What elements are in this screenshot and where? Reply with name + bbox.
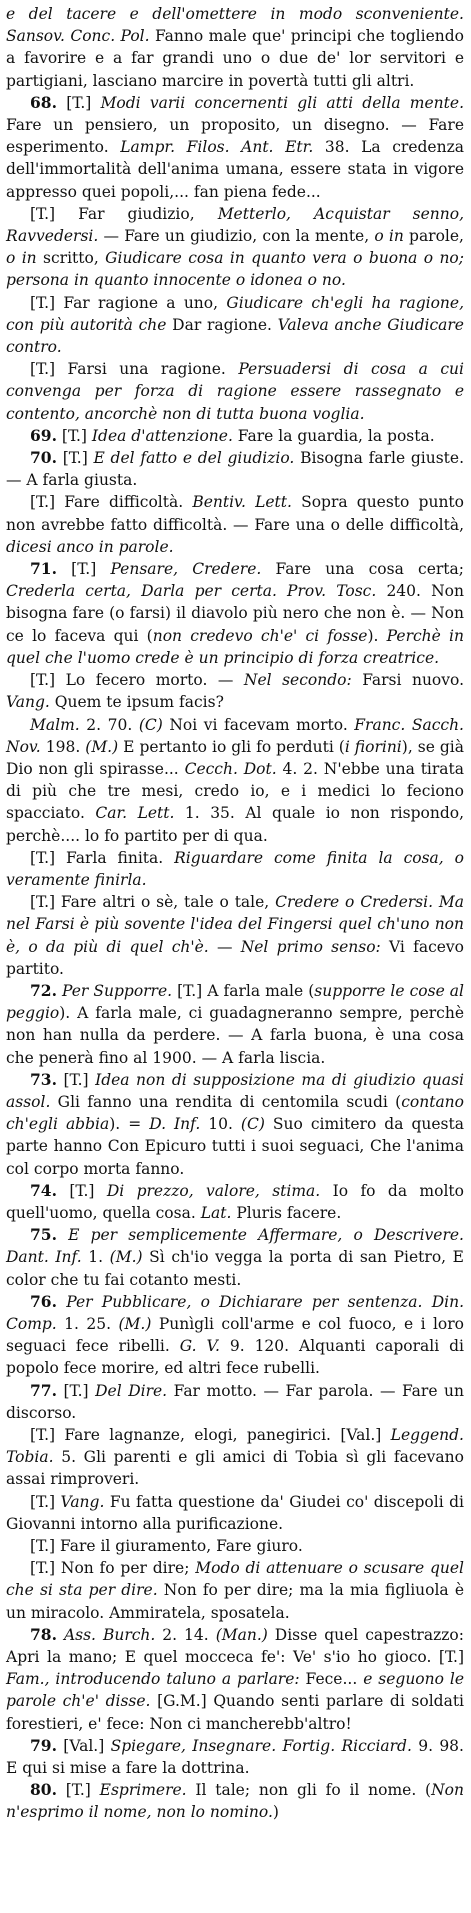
entry-paragraph: [T.] Fare lagnanze, elogi, panegirici. [Val.] Leggend. Tobia. 5. Gli parenti e gli amici di Tobia sì gli facevano assai rimproveri. [6,1426,464,1489]
entry-paragraph: [T.] Lo fecero morto. — Nel secondo: Farsi nuovo. Vang. Quem te ipsum facis? [6,671,464,712]
entry-paragraph: 69. [T.] Idea d'attenzione. Fare la guardia, la posta. [30,425,435,445]
entry-paragraph: [T.] Fare altri o sè, tale o tale, Credere o Credersi. Ma nel Farsi è più sovente l'idea del Fingersi quel ch'uno non è, o da più di quel ch'è. — Nel primo senso: Vi facevo partito. [6,893,465,978]
entry-paragraph: [T.] Non fo per dire; Modo di attenuare o scusare quel che si sta per dire. Non fo per dire; ma la mia figliuola è un miracolo. Ammiratela, sposatela. [6,1559,464,1622]
entry-paragraph: 80. [T.] Esprimere. Il tale; non gli fo il nome. (Non n'esprimo il nome, non lo nomino.) [6,1780,464,1822]
entry-paragraph: [T.] Farla finita. Riguardare come finita la cosa, o veramente finirla. [6,848,464,889]
entry-paragraph: 74. [T.] Di prezzo, valore, stima. Io fo da molto quell'uomo, quella cosa. Lat. Pluris facere. [6,1180,464,1222]
text-column [6,3,464,1824]
entry-paragraph: 70. [T.] E del fatto e del giudizio. Bisogna farle giuste. — A farla giusta. [6,448,464,490]
entry-paragraph: 78. Ass. Burch. 2. 14. (Man.) Disse quel capestrazzo: Apri la mano; E quel mocceca fe': Ve' s'io ho gioco. [T.] Fam., introducendo taluno a parlare: Fece... e seguono le parole ch'e' disse. [G.M.] Quando senti parlare di soldati forestieri, e' fece: Non ci mancherebb'altro! [6,1624,465,1733]
entry-paragraph: e del tacere e dell'omettere in modo sconveniente. Sansov. Conc. Pol. Fanno male que' principi che togliendo a favorire e a far grandi uno o due de' lor servitori e partigiani, lasciano marcire in povertà tutti gli altri. [6,5,464,90]
entry-paragraph: 71. [T.] Pensare, Credere. Fare una cosa certa; Crederla certa, Darla per certa. Prov. Tosc. 240. Non bisogna fare (o farsi) il diavolo più nero che non è. — Non ce lo faceva qui (non credevo ch'e' ci fosse). Perchè in quel che l'uomo crede è un principio di forza creatrice. [6,559,464,667]
entry-paragraph: [T.] Fare il giuramento, Fare giuro. [30,1537,303,1556]
entry-paragraph: [T.] Far giudizio, Metterlo, Acquistar senno, Ravvedersi. — Fare un giudizio, con la mente, o in parole, o in scritto, Giudicare cosa in quanto vera o buona o no; persona in quanto innocente o idonea o no. [6,204,464,290]
entry-paragraph: [T.] Vang. Fu fatta questione da' Giudei co' discepoli di Giovanni intorno alla purificazione. [6,1492,464,1533]
entry-paragraph: [T.] Farsi una ragione. Persuadersi di cosa a cui convenga per forza di ragione essere rassegnato e contento, ancorchè non di tutta buona voglia. [6,360,464,423]
entry-paragraph: 79. [Val.] Spiegare, Insegnare. Fortig. Ricciard. 9. 98. E qui si mise a fare la dottrina. [6,1735,464,1778]
entry-paragraph: Malm. 2. 70. (C) Noi vi facevam morto. Franc. Sacch. Nov. 198. (M.) E pertanto io gli fo perduti (i fiorini), se già Dio non gli spirasse... Cecch. Dot. 4. 2. N'ebbe una tirata di più che tre mesi, credo io, e i medici lo feciono spacciato. Car. Lett. 1. 35. Al quale io non rispondo, perchè.... lo fo partito per di qua. [6,715,465,845]
entry-paragraph: 68. [T.] Modi varii concernenti gli atti della mente. Fare un pensiero, un proposito, un disegno. — Fare esperimento. Lampr. Filos. Ant. Etr. 38. La credenza dell'immortalità dell'anima umana, essere stata in vigore appresso quei popoli,... fan piena fede... [6,92,464,201]
entry-paragraph: [T.] Fare difficoltà. Bentiv. Lett. Sopra questo punto non avrebbe fatto difficoltà. — Fare una o delle difficoltà, dicesi anco in parole. [6,493,464,556]
entry-paragraph: 76. Per Pubblicare, o Dichiarare per sentenza. Din. Comp. 1. 25. (M.) Punìgli coll'arme e col fuoco, e i loro seguaci fece ribelli. G. V. 9. 120. Alquanti caporali di popolo fece morire, ed altri fece rubelli. [6,1291,464,1378]
entry-paragraph: [T.] Far ragione a uno, Giudicare ch'egli ha ragione, con più autorità che Dar ragione. Valeva anche Giudicare contro. [6,293,464,357]
entry-paragraph: 72. Per Supporre. [T.] A farla male (supporre le cose al peggio). A farla male, ci guadagneranno sempre, perchè non han nulla da perdere. — A farla buona, è una cosa che penerà fino al 1900. — A farla liscia. [6,980,464,1067]
entry-paragraph: 77. [T.] Del Dire. Far motto. — Far parola. — Fare un discorso. [6,1380,464,1422]
entry-paragraph: 73. [T.] Idea non di supposizione ma di giudizio quasi assol. Gli fanno una rendita di centomila scudi (contano ch'egli abbia). = D. Inf. 10. (C) Suo cimitero da questa parte hanno Con Epicuro tutti i suoi seguaci, Che l'anima col corpo morta fanno. [6,1069,464,1178]
entry-paragraph: 75. E per semplicemente Affermare, o Descrivere. Dant. Inf. 1. (M.) Sì ch'io vegga la porta di san Pietro, E color che tu fai cotanto mesti. [6,1225,464,1289]
